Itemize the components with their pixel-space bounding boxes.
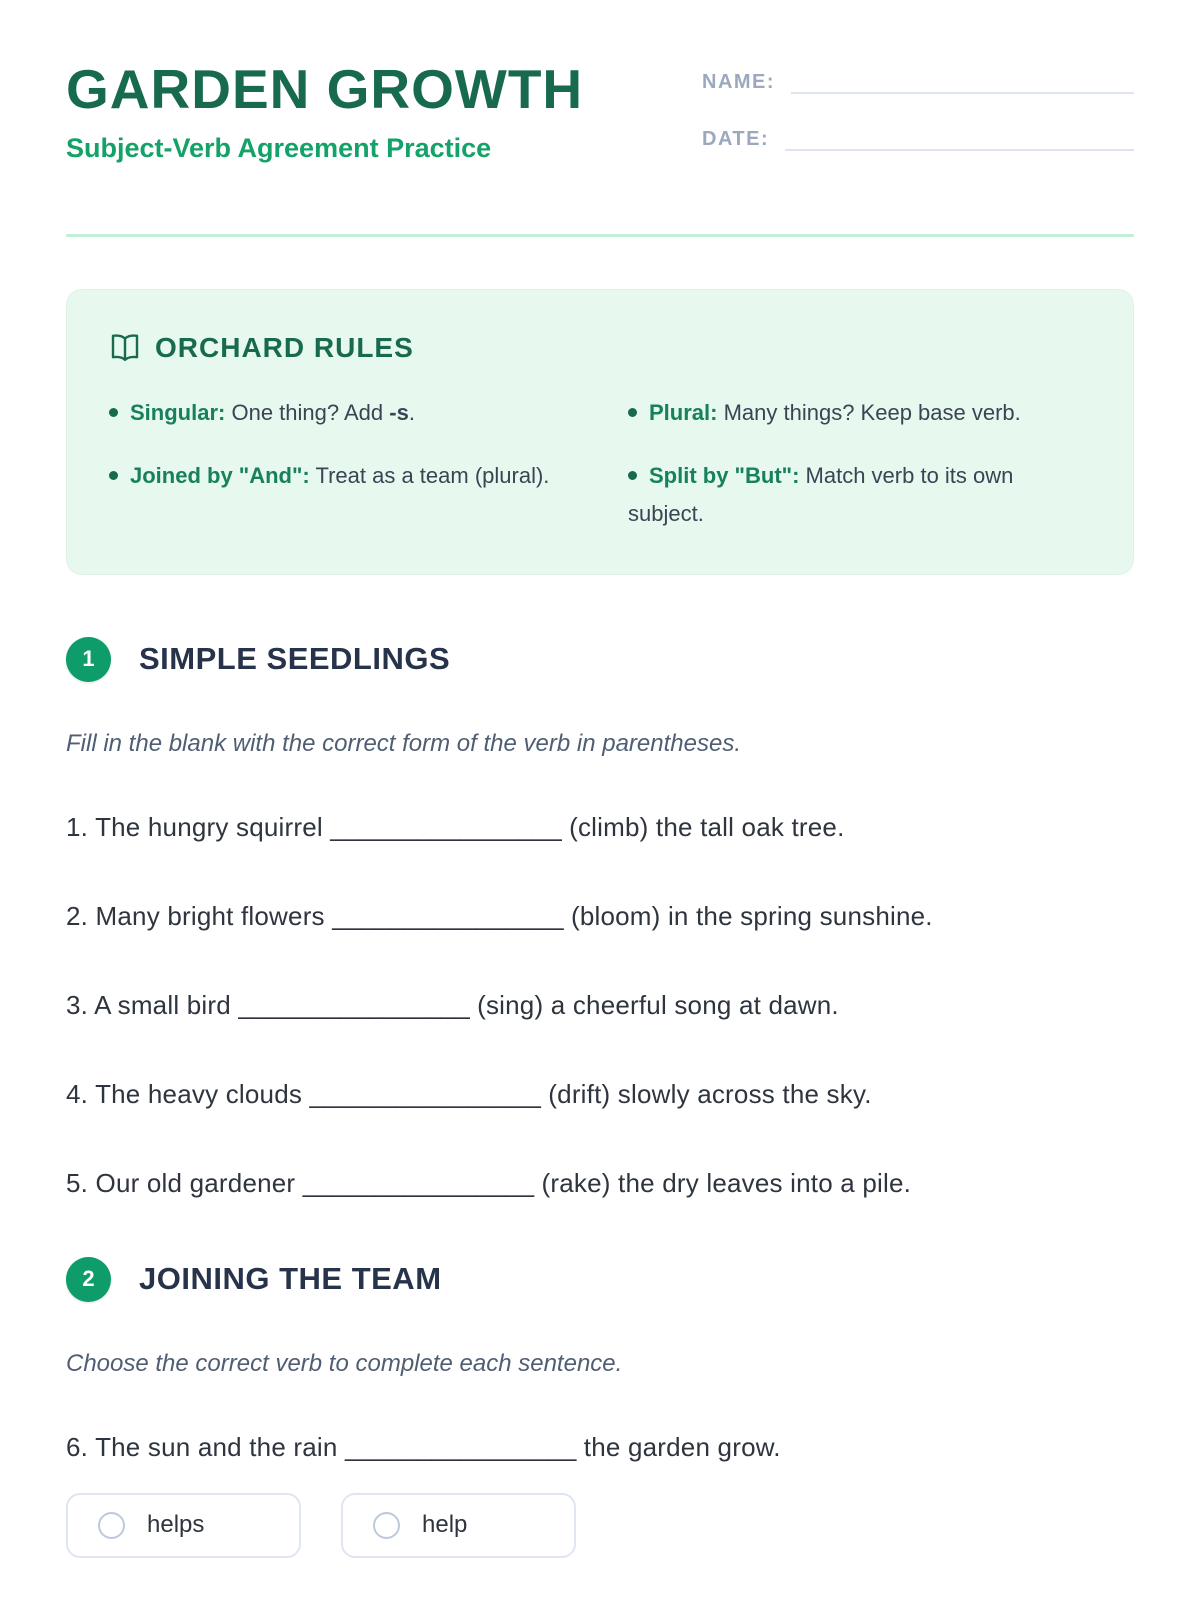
question-number: 1. xyxy=(66,811,89,842)
header-titles xyxy=(66,58,584,164)
question-prefix: Many bright flowers xyxy=(95,900,325,931)
question-number: 3. xyxy=(66,989,89,1020)
name-input-line[interactable] xyxy=(791,70,1134,94)
question-4 xyxy=(66,1079,1134,1110)
section-1-number-badge: 1 xyxy=(66,637,111,682)
date-field xyxy=(702,127,1134,151)
rule-emphasis: -s xyxy=(389,400,409,425)
option-help[interactable] xyxy=(341,1493,576,1558)
page-subtitle: Subject-Verb Agreement Practice xyxy=(66,133,492,163)
question-number: 6. xyxy=(66,1431,89,1462)
date-label: DATE: xyxy=(702,128,770,150)
header-divider xyxy=(66,234,1134,237)
answer-blank[interactable]: ________________ xyxy=(332,900,564,931)
question-suffix: (climb) the tall oak tree. xyxy=(569,811,845,842)
rule-text: Match verb to its own subject. xyxy=(628,462,1014,526)
rule-label: Split by "But": xyxy=(649,462,800,488)
option-label: help xyxy=(422,1511,468,1538)
section-2-header xyxy=(66,1257,1134,1302)
question-suffix: (bloom) in the spring sunshine. xyxy=(570,900,933,931)
date-input-line[interactable] xyxy=(785,127,1134,151)
name-label: NAME: xyxy=(702,71,776,93)
question-number: 5. xyxy=(66,1167,89,1198)
rules-grid xyxy=(109,394,1091,534)
section-2-number-badge: 2 xyxy=(66,1257,111,1302)
header xyxy=(66,58,1134,184)
open-book-icon xyxy=(109,333,141,363)
rules-title: ORCHARD RULES xyxy=(155,332,414,363)
rule-text: Treat as a team (plural). xyxy=(315,462,550,488)
question-suffix: (sing) a cheerful song at dawn. xyxy=(477,989,839,1020)
question-suffix: (drift) slowly across the sky. xyxy=(548,1078,872,1109)
section-2-title: JOINING THE TEAM xyxy=(139,1261,442,1296)
section-1-title: SIMPLE SEEDLINGS xyxy=(139,641,451,676)
bullet-icon xyxy=(628,471,637,480)
question-3 xyxy=(66,990,1134,1021)
radio-icon[interactable] xyxy=(98,1512,125,1539)
question-prefix: The heavy clouds xyxy=(95,1078,303,1109)
question-5 xyxy=(66,1168,1134,1199)
section-2-instruction: Choose the correct verb to complete each sentence. xyxy=(66,1349,623,1377)
question-prefix: The sun and the rain xyxy=(95,1431,338,1462)
question-prefix: The hungry squirrel xyxy=(95,811,323,842)
bullet-icon xyxy=(109,471,118,480)
section-2-questions xyxy=(66,1432,1134,1558)
option-label: helps xyxy=(147,1511,205,1538)
rule-text: Many things? Keep base verb. xyxy=(723,400,1021,425)
question-number: 4. xyxy=(66,1078,89,1109)
rule-item-plural xyxy=(628,394,1091,433)
answer-blank[interactable]: ________________ xyxy=(309,1078,541,1109)
question-suffix: (rake) the dry leaves into a pile. xyxy=(541,1167,912,1198)
bullet-icon xyxy=(628,408,637,417)
section-1-questions xyxy=(66,812,1134,1199)
section-1-header xyxy=(66,637,1134,682)
question-suffix: the garden grow. xyxy=(583,1431,781,1462)
rules-title-row xyxy=(109,332,1091,364)
question-6-options xyxy=(66,1493,1134,1558)
answer-blank[interactable]: ________________ xyxy=(238,989,470,1020)
answer-blank[interactable]: ________________ xyxy=(302,1167,535,1198)
question-6 xyxy=(66,1432,1134,1463)
name-field xyxy=(702,70,1134,94)
question-prefix: A small bird xyxy=(94,989,231,1020)
rule-label: Plural: xyxy=(649,400,718,425)
page-title: GARDEN GROWTH xyxy=(66,58,584,120)
answer-blank[interactable]: ________________ xyxy=(345,1431,577,1462)
rule-item-joined-by-and xyxy=(109,457,572,534)
rule-item-singular xyxy=(109,394,572,433)
section-1-instruction: Fill in the blank with the correct form of the verb in parentheses. xyxy=(66,729,741,757)
radio-icon[interactable] xyxy=(373,1512,400,1539)
option-helps[interactable] xyxy=(66,1493,301,1558)
rule-label: Singular: xyxy=(130,400,226,425)
rules-box xyxy=(66,289,1134,575)
answer-blank[interactable]: ________________ xyxy=(330,811,562,842)
rule-tail: . xyxy=(408,400,415,425)
rule-label: Joined by "And": xyxy=(130,462,310,488)
rule-item-split-by-but xyxy=(628,457,1091,534)
bullet-icon xyxy=(109,408,118,417)
question-1 xyxy=(66,812,1134,843)
question-prefix: Our old gardener xyxy=(95,1167,296,1198)
rule-text: One thing? Add xyxy=(231,400,384,425)
question-number: 2. xyxy=(66,900,89,931)
header-fields xyxy=(702,62,1134,184)
question-2 xyxy=(66,901,1134,932)
